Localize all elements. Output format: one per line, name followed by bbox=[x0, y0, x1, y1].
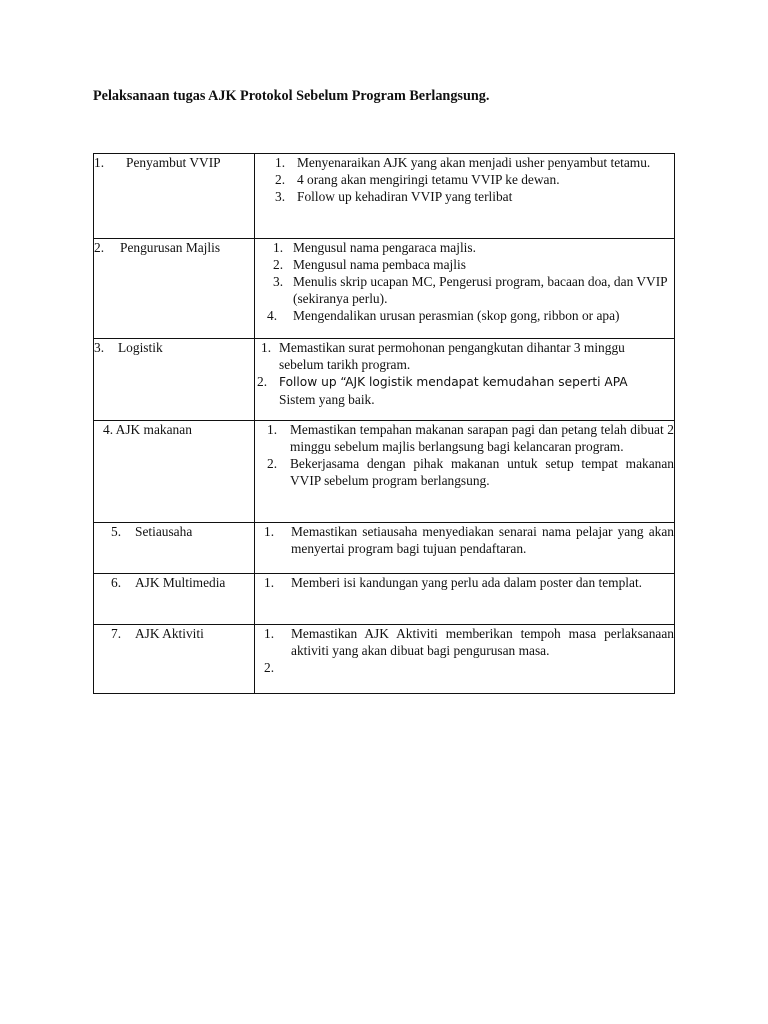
list-item bbox=[264, 625, 674, 659]
item-number: 3. bbox=[273, 274, 284, 289]
role-cell bbox=[94, 154, 255, 239]
table-row bbox=[94, 239, 675, 339]
item-text bbox=[279, 373, 674, 408]
item-text-line: Sistem yang baik. bbox=[279, 392, 375, 407]
list-item bbox=[275, 188, 674, 205]
list-item bbox=[275, 154, 674, 171]
item-number: 1. bbox=[275, 155, 286, 170]
role-number: 6. bbox=[111, 575, 122, 590]
table-row bbox=[94, 625, 675, 694]
item-number: 1. bbox=[261, 340, 272, 355]
duties-list bbox=[267, 421, 674, 489]
list-item bbox=[267, 307, 674, 324]
role-cell bbox=[94, 625, 255, 694]
duties-cell bbox=[255, 421, 675, 523]
item-text: 4 orang akan mengiringi tetamu VVIP ke dewan. bbox=[297, 172, 560, 187]
item-text: Bekerjasama dengan pihak makanan untuk setup tempat makanan VVIP sebelum program berlangsung. bbox=[290, 456, 674, 488]
duties-list bbox=[267, 239, 674, 324]
role-label: AJK makanan bbox=[115, 422, 192, 437]
list-item bbox=[275, 171, 674, 188]
role-number: 3. bbox=[94, 340, 105, 355]
duties-cell bbox=[255, 339, 675, 421]
duties-cell bbox=[255, 154, 675, 239]
document-title: Pelaksanaan tugas AJK Protokol Sebelum Program Berlangsung. bbox=[93, 88, 490, 104]
role-number: 1. bbox=[94, 155, 105, 170]
duties-cell bbox=[255, 239, 675, 339]
item-number: 1. bbox=[264, 575, 275, 590]
role-cell bbox=[94, 574, 255, 625]
list-item bbox=[273, 273, 674, 307]
duties-cell bbox=[255, 523, 675, 574]
role-number: 2. bbox=[94, 240, 105, 255]
list-item bbox=[267, 421, 674, 455]
duties-list bbox=[257, 339, 674, 408]
role-label: Pengurusan Majlis bbox=[120, 240, 221, 255]
item-text: Follow up kehadiran VVIP yang terlibat bbox=[297, 189, 513, 204]
table-row bbox=[94, 421, 675, 523]
role-cell bbox=[94, 339, 255, 421]
item-text-line: Follow up “AJK logistik mendapat kemudahan seperti APA bbox=[279, 375, 628, 389]
role-number: 7. bbox=[111, 626, 122, 641]
item-number: 2. bbox=[275, 172, 286, 187]
item-text: Memastikan surat permohonan pengangkutan dihantar 3 minggu sebelum tarikh program. bbox=[279, 340, 625, 372]
item-text: Menyenaraikan AJK yang akan menjadi usher penyambut tetamu. bbox=[297, 155, 651, 170]
role-label: Penyambut VVIP bbox=[126, 155, 221, 170]
item-number: 1. bbox=[264, 524, 275, 539]
item-text: Mengendalikan urusan perasmian (skop gong, ribbon or apa) bbox=[293, 308, 620, 323]
duties-list bbox=[264, 574, 674, 591]
item-text: Memastikan setiausaha menyediakan senarai nama pelajar yang akan menyertai program bagi tujuan pendaftaran. bbox=[291, 524, 674, 556]
item-text: Menulis skrip ucapan MC, Pengerusi program, bacaan doa, dan VVIP (sekiranya perlu). bbox=[293, 274, 668, 306]
role-number: 4. bbox=[103, 422, 114, 437]
list-item bbox=[273, 239, 674, 256]
role-cell bbox=[94, 239, 255, 339]
list-item bbox=[264, 523, 674, 557]
role-label: AJK Multimedia bbox=[135, 575, 226, 590]
item-number: 1. bbox=[264, 626, 275, 641]
role-label: Logistik bbox=[118, 340, 163, 355]
item-text: Mengusul nama pembaca majlis bbox=[293, 257, 466, 272]
duties-list bbox=[264, 523, 674, 557]
table-row bbox=[94, 339, 675, 421]
role-number: 5. bbox=[111, 524, 122, 539]
duties-cell bbox=[255, 625, 675, 694]
item-text: Memastikan tempahan makanan sarapan pagi dan petang telah dibuat 2 minggu sebelum majlis berlangsung bagi kelancaran program. bbox=[290, 422, 674, 454]
list-item bbox=[261, 339, 674, 373]
role-cell bbox=[94, 421, 255, 523]
table-row bbox=[94, 154, 675, 239]
item-text: Mengusul nama pengaraca majlis. bbox=[293, 240, 476, 255]
tasks-table bbox=[93, 153, 675, 694]
item-number: 2. bbox=[264, 660, 275, 675]
item-number: 1. bbox=[273, 240, 284, 255]
item-number: 2. bbox=[257, 374, 268, 389]
item-number: 2. bbox=[273, 257, 284, 272]
table-row bbox=[94, 574, 675, 625]
table-row bbox=[94, 523, 675, 574]
list-item bbox=[264, 659, 674, 676]
list-item bbox=[267, 455, 674, 489]
role-label: Setiausaha bbox=[135, 524, 193, 539]
duties-list bbox=[275, 154, 674, 205]
role-cell bbox=[94, 523, 255, 574]
item-text: Memastikan AJK Aktiviti memberikan tempoh masa perlaksanaan aktiviti yang akan dibuat bagi pengurusan masa. bbox=[291, 626, 674, 658]
item-text: Memberi isi kandungan yang perlu ada dalam poster dan templat. bbox=[291, 575, 643, 590]
list-item bbox=[257, 373, 674, 408]
item-number: 4. bbox=[267, 308, 278, 323]
duties-list bbox=[264, 625, 674, 676]
item-number: 1. bbox=[267, 422, 278, 437]
duties-cell bbox=[255, 574, 675, 625]
list-item bbox=[264, 574, 674, 591]
item-text bbox=[291, 659, 674, 676]
item-number: 3. bbox=[275, 189, 286, 204]
item-number: 2. bbox=[267, 456, 278, 471]
role-label: AJK Aktiviti bbox=[135, 626, 204, 641]
list-item bbox=[273, 256, 674, 273]
